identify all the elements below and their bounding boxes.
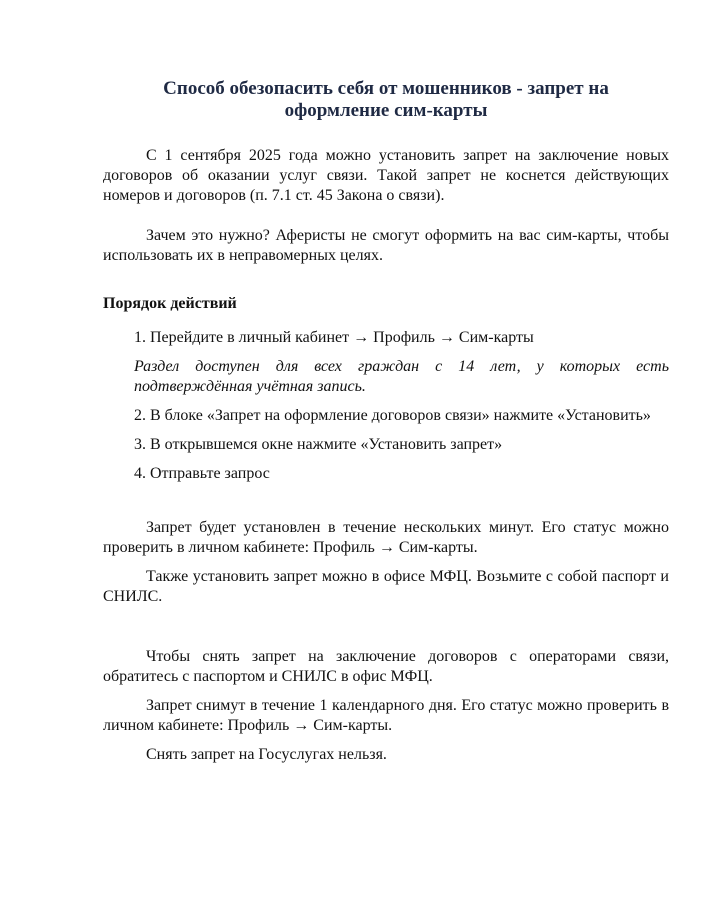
final-paragraph: Снять запрет на Госуслугах нельзя.: [146, 746, 387, 763]
title-line-2: оформление сим-карты: [284, 100, 488, 121]
step-1: 1. Перейдите в личный кабинет → Профиль → Сим-карты: [134, 329, 534, 346]
remove-status-paragraph: Запрет снимут в течение 1 календарного дня. Его статус можно проверить в личном кабинете: Профиль → Сим-карты.: [103, 697, 669, 734]
document-page: [103, 78, 669, 765]
procedure-heading: Порядок действий: [103, 295, 237, 312]
step-2: 2. В блоке «Запрет на оформление договоров связи» нажмите «Установить»: [134, 407, 651, 424]
step-3: 3. В открывшемся окне нажмите «Установить запрет»: [134, 436, 503, 453]
remove-paragraph: Чтобы снять запрет на заключение договоров с операторами связи, обратитесь с паспортом и СНИЛС в офис МФЦ.: [103, 648, 669, 685]
status-paragraph: Запрет будет установлен в течение нескольких минут. Его статус можно проверить в личном кабинете: Профиль → Сим-карты.: [103, 519, 669, 556]
document-title: [103, 78, 669, 122]
title-line-1: Способ обезопасить себя от мошенников - запрет на: [163, 78, 609, 99]
step-4: 4. Отправьте запрос: [134, 465, 270, 482]
intro-paragraph: С 1 сентября 2025 года можно установить запрет на заключение новых договоров об оказании услуг связи. Такой запрет не коснется действующих номеров и договоров (п. 7.1 ст. 45 Закона о связи).: [103, 147, 669, 204]
procedure-steps: [134, 328, 669, 484]
step-1-note: Раздел доступен для всех граждан с 14 лет, у которых есть подтверждённая учётная запись.: [134, 358, 669, 395]
mfc-paragraph: Также установить запрет можно в офисе МФЦ. Возьмите с собой паспорт и СНИЛС.: [103, 568, 669, 605]
why-paragraph: Зачем это нужно? Аферисты не смогут оформить на вас сим-карты, чтобы использовать их в неправомерных целях.: [103, 227, 669, 264]
